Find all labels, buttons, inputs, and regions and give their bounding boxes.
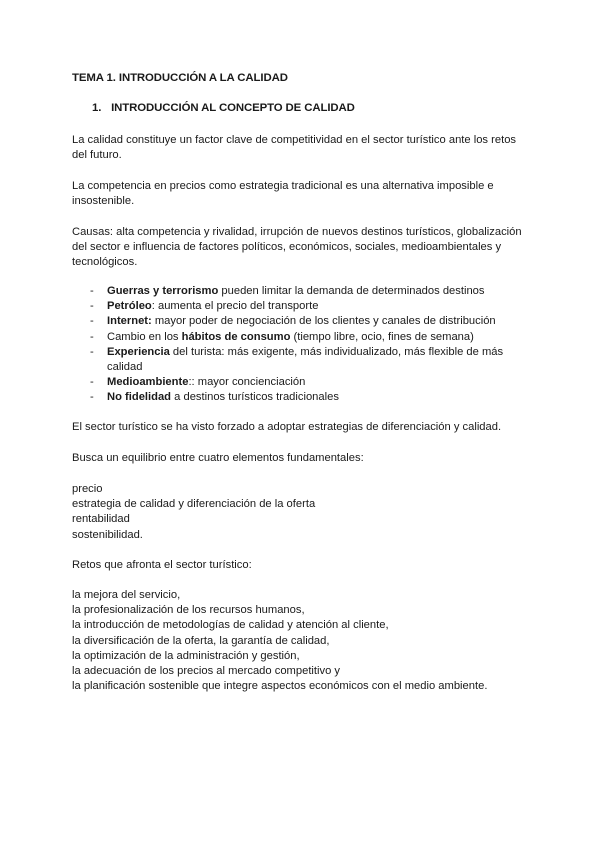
- bullet-item: [72, 284, 528, 299]
- bullet-item: [72, 390, 528, 405]
- paragraph-competencia: La competencia en precios como estrategia tradicional es una alternativa imposible e insostenible.: [72, 180, 494, 208]
- document-title: TEMA 1. INTRODUCCIÓN A LA CALIDAD: [72, 72, 288, 84]
- retos-list: [72, 588, 528, 694]
- element-item: precio: [72, 483, 103, 495]
- paragraph-retos: Retos que afronta el sector turístico:: [72, 559, 252, 571]
- section-number: 1.: [92, 102, 102, 114]
- bullet-dash: -: [90, 376, 94, 389]
- bullet-dash: -: [90, 391, 94, 404]
- reto-item: la optimización de la administración y gestión,: [72, 649, 300, 662]
- paragraph-estrategias: El sector turístico se ha visto forzado a adoptar estrategias de diferenciación y calidad.: [72, 421, 502, 433]
- element-item: rentabilidad: [72, 513, 130, 526]
- paragraph-equilibrio: Busca un equilibrio entre cuatro elementos fundamentales:: [72, 452, 364, 464]
- bullet-keyword: No fidelidad: [107, 391, 172, 404]
- bullet-text: pueden limitar la demanda de determinados destinos: [218, 285, 485, 297]
- bullet-dash: -: [90, 315, 94, 328]
- bullet-dash: -: [90, 330, 94, 343]
- bullet-keyword: Medioambiente: [107, 376, 189, 389]
- bullet-dash: -: [90, 285, 94, 297]
- elements-list: [72, 482, 528, 543]
- bullet-item: [72, 375, 528, 390]
- bullet-item: [72, 314, 528, 329]
- element-item: estrategia de calidad y diferenciación de la oferta: [72, 498, 316, 511]
- bullet-text: mayor poder de negociación de los clientes y canales de distribución: [151, 315, 496, 328]
- reto-item: la planificación sostenible que integre aspectos económicos con el medio ambiente.: [72, 680, 488, 693]
- reto-item: la profesionalización de los recursos humanos,: [72, 604, 305, 617]
- bullet-dash: -: [90, 345, 94, 358]
- reto-item: la introducción de metodologías de calidad y atención al cliente,: [72, 619, 389, 632]
- element-item: sostenibilidad.: [72, 528, 143, 541]
- bullet-item: [72, 330, 528, 345]
- bullet-text: del turista: más exigente, más individualizado, más flexible de más calidad: [107, 345, 504, 374]
- bullet-text: (tiempo libre, ocio, fines de semana): [290, 330, 474, 343]
- bullet-text: :: mayor concienciación: [188, 376, 306, 389]
- factors-bullet-list: [72, 284, 528, 406]
- bullet-keyword: hábitos de consumo: [181, 330, 291, 343]
- reto-item: la mejora del servicio,: [72, 589, 181, 601]
- reto-item: la diversificación de la oferta, la garantía de calidad,: [72, 634, 330, 647]
- bullet-keyword: Petróleo: [107, 300, 152, 313]
- bullet-item: [72, 299, 528, 314]
- bullet-keyword: Experiencia: [107, 345, 170, 358]
- bullet-text: Cambio en los: [107, 330, 182, 343]
- section-heading-text: INTRODUCCIÓN AL CONCEPTO DE CALIDAD: [111, 102, 355, 114]
- paragraph-calidad: La calidad constituye un factor clave de competitividad en el sector turístico ante los retos del futuro.: [72, 134, 517, 162]
- section-heading: [92, 102, 355, 114]
- bullet-dash: -: [90, 300, 94, 313]
- bullet-item: [72, 345, 528, 375]
- paragraph-causas: Causas: alta competencia y rivalidad, irrupción de nuevos destinos turísticos, globalización del sector e influencia de factores políticos, económicos, sociales, medioambientales y tecnológicos.: [72, 226, 522, 269]
- bullet-text: a destinos turísticos tradicionales: [171, 391, 339, 404]
- bullet-text: : aumenta el precio del transporte: [151, 300, 319, 313]
- reto-item: la adecuación de los precios al mercado competitivo y: [72, 665, 341, 678]
- bullet-keyword: Guerras y terrorismo: [107, 285, 219, 297]
- bullet-keyword: Internet:: [107, 315, 152, 328]
